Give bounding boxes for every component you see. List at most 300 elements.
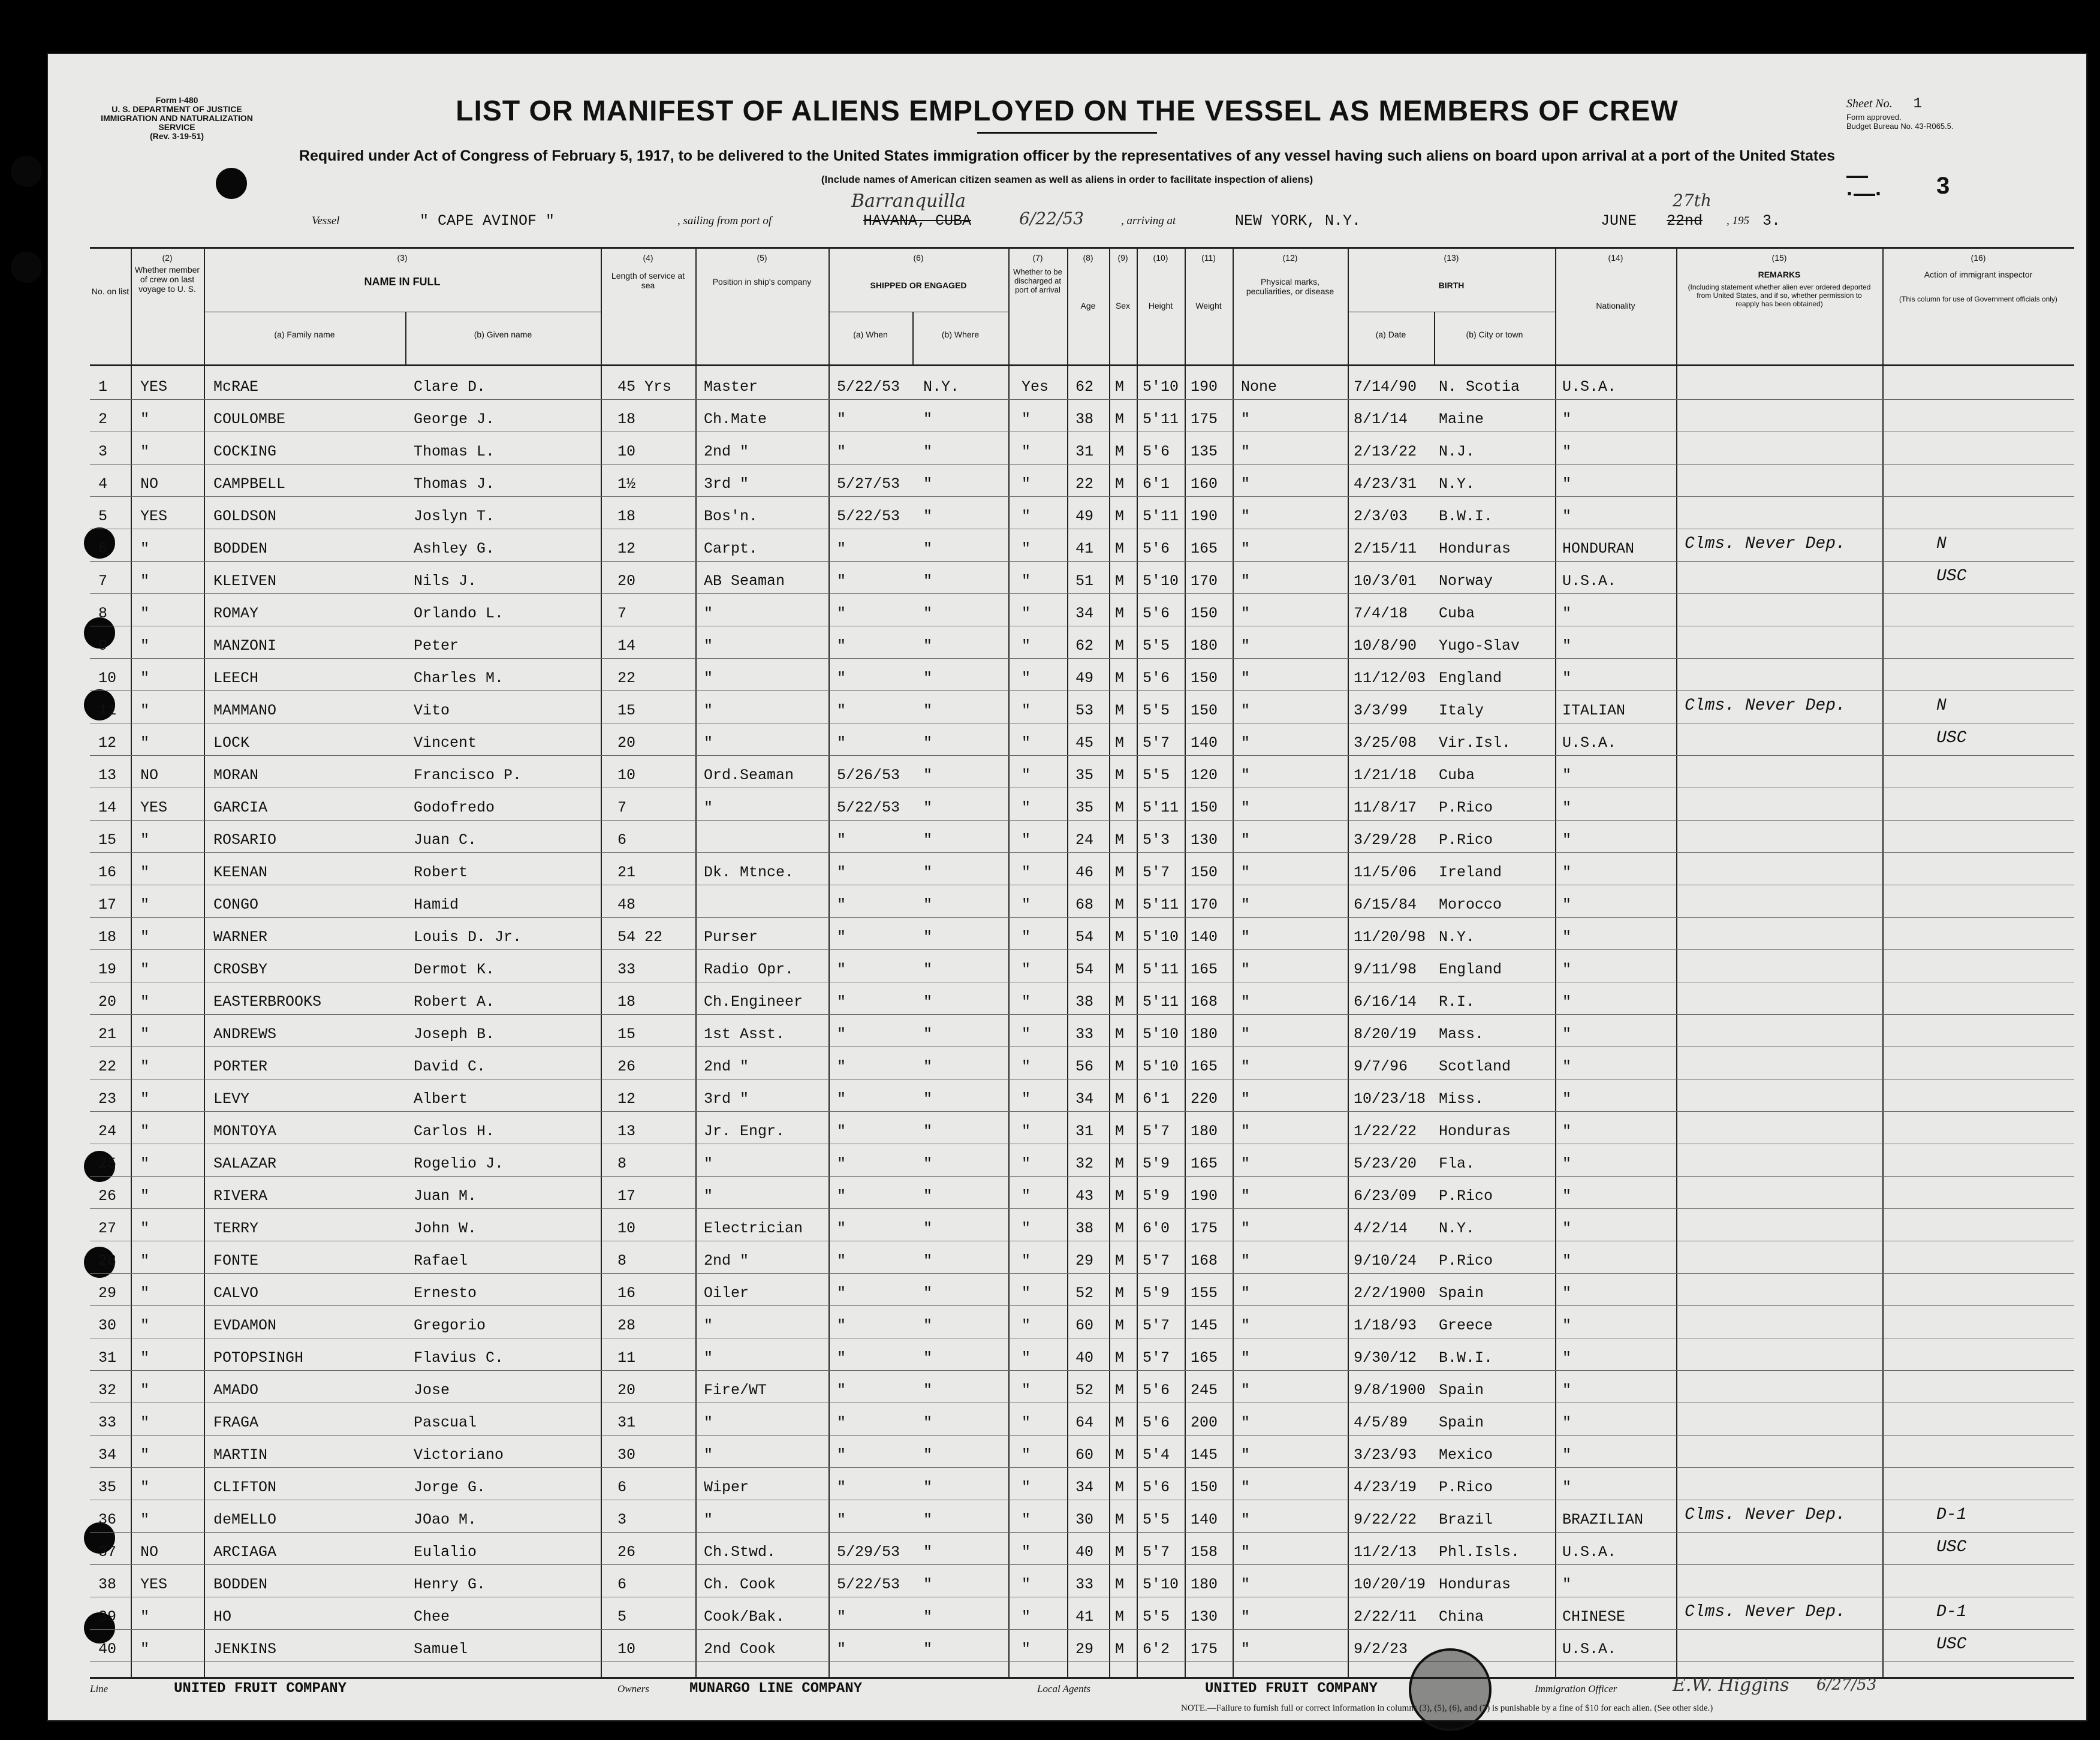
crew-table [90,247,2074,1697]
cell-discharged: " [1022,1446,1031,1464]
col-rule [1233,247,1234,1678]
cell-position: Ch.Stwd. [704,1543,776,1561]
cell-given-name: George J. [414,411,495,428]
cell-height: 5'10 [1143,1026,1179,1043]
cell-weight: 180 [1191,1576,1218,1593]
cell-birth-city: Ireland [1439,864,1502,881]
cell-age: 54 [1075,961,1094,978]
cell-discharged: " [1022,1026,1031,1043]
cell-physical-marks: " [1241,896,1251,913]
cell-shipped-when: 5/29/53 [837,1543,900,1561]
cell-age: 68 [1075,896,1094,913]
cell-service-length: 8 [617,1252,627,1269]
cell-weight: 130 [1191,1608,1218,1626]
cell-discharged: " [1022,605,1031,622]
cell-discharged: " [1022,961,1031,978]
cell-birth-city: N.Y. [1439,475,1475,493]
cell-family-name: FONTE [213,1252,259,1269]
cell-given-name: Victoriano [414,1446,504,1464]
cell-birth-city: Mass. [1439,1026,1484,1043]
cell-row-number: 18 [98,928,117,946]
cell-birth-date: 4/5/89 [1354,1414,1408,1431]
cell-last-voyage: " [140,896,150,913]
cell-service-length: 7 [617,799,627,816]
cell-discharged: " [1022,799,1031,816]
cell-weight: 170 [1191,896,1218,913]
col-13-number: (13) [1444,253,1459,263]
cell-weight: 200 [1191,1414,1218,1431]
cell-service-length: 26 [617,1543,636,1561]
cell-physical-marks: " [1241,1090,1251,1108]
row-rule [90,1435,2074,1436]
cell-position: Jr. Engr. [704,1123,785,1140]
cell-shipped-when: " [837,1641,846,1658]
cell-nationality: CHINESE [1562,1608,1626,1626]
cell-remarks: Clms. Never Dep. [1685,1603,1846,1621]
cell-weight: 150 [1191,864,1218,881]
cell-physical-marks: " [1241,1576,1251,1593]
cell-inspector-action: USC [1936,1635,1967,1654]
cell-age: 33 [1075,1576,1094,1593]
cell-family-name: ROSARIO [213,831,277,849]
cell-shipped-when: " [837,1608,846,1626]
cell-last-voyage: NO [140,475,159,493]
cell-shipped-where: " [923,1446,933,1464]
sheet-number-label: Sheet No. [1846,97,1893,110]
cell-remarks: Clms. Never Dep. [1685,535,1846,553]
cell-physical-marks: " [1241,1414,1251,1431]
cell-given-name: Robert A. [414,993,495,1011]
cell-sex: M [1115,1479,1125,1496]
cell-family-name: AMADO [213,1382,259,1399]
cell-nationality: U.S.A. [1562,1641,1617,1658]
cell-position: 2nd " [704,443,749,460]
immigration-officer-label: Immigration Officer [1535,1683,1617,1694]
col-rule [1676,247,1677,1678]
cell-sex: M [1115,670,1125,687]
cell-weight: 180 [1191,1026,1218,1043]
cell-birth-city: Spain [1439,1382,1484,1399]
cell-weight: 150 [1191,702,1218,719]
cell-last-voyage: NO [140,1543,159,1561]
cell-position: Bos'n. [704,508,758,525]
cell-family-name: KLEIVEN [213,572,277,590]
cell-weight: 158 [1191,1543,1218,1561]
cell-shipped-where: " [923,734,933,752]
cell-physical-marks: " [1241,1252,1251,1269]
arrival-year: 3. [1762,212,1781,230]
cell-shipped-where: " [923,1641,933,1658]
row-rule [90,1629,2074,1630]
cell-last-voyage: " [140,831,150,849]
cell-given-name: Juan M. [414,1187,477,1205]
col-name-header: NAME IN FULL [364,276,441,288]
cell-given-name: Clare D. [414,378,486,396]
cell-row-number: 11 [98,702,117,719]
cell-shipped-where: " [923,1317,933,1334]
cell-given-name: Pascual [414,1414,477,1431]
col-8-number: (8) [1083,253,1093,263]
cell-height: 5'10 [1143,572,1179,590]
cell-discharged: " [1022,734,1031,752]
cell-physical-marks: " [1241,572,1251,590]
col-nationality-header: Nationality [1596,301,1635,310]
cell-birth-date: 6/15/84 [1354,896,1417,913]
cell-height: 5'10 [1143,928,1179,946]
cell-nationality: " [1562,411,1572,428]
cell-family-name: BODDEN [213,540,268,557]
cell-sex: M [1115,1187,1125,1205]
cell-family-name: KEENAN [213,864,268,881]
line-value: UNITED FRUIT COMPANY [174,1681,347,1697]
cell-height: 5'9 [1143,1187,1170,1205]
cell-shipped-where: " [923,1090,933,1108]
cell-last-voyage: " [140,1123,150,1140]
cell-last-voyage: " [140,928,150,946]
cell-position: " [704,637,713,655]
cell-shipped-when: " [837,831,846,849]
row-rule [90,1661,2074,1662]
cell-inspector-action: USC [1936,567,1967,586]
cell-service-length: 6 [617,1479,627,1496]
cell-sex: M [1115,1382,1125,1399]
cell-family-name: MAMMANO [213,702,277,719]
cell-given-name: Samuel [414,1641,468,1658]
cell-physical-marks: " [1241,670,1251,687]
cell-service-length: 5 [617,1608,627,1626]
cell-height: 5'10 [1143,378,1179,396]
cell-family-name: LOCK [213,734,250,752]
cell-shipped-when: " [837,443,846,460]
cell-height: 6'0 [1143,1220,1170,1237]
cell-birth-city: Cuba [1439,605,1475,622]
cell-service-length: 15 [617,1026,636,1043]
cell-position: Wiper [704,1479,749,1496]
cell-birth-city: R.I. [1439,993,1475,1011]
cell-shipped-when: " [837,1511,846,1528]
cell-age: 38 [1075,411,1094,428]
cell-nationality: " [1562,1026,1572,1043]
cell-given-name: Nils J. [414,572,477,590]
cell-given-name: Ernesto [414,1284,477,1302]
cell-sex: M [1115,572,1125,590]
cell-service-length: 10 [617,767,636,784]
cell-position: " [704,670,713,687]
cell-nationality: " [1562,1220,1572,1237]
form-service: IMMIGRATION AND NATURALIZATION SERVICE [101,113,253,132]
cell-row-number: 25 [98,1155,117,1172]
cell-nationality: " [1562,1576,1572,1593]
table-top-rule [90,247,2074,249]
cell-discharged: " [1022,864,1031,881]
cell-nationality: U.S.A. [1562,1543,1617,1561]
cell-age: 52 [1075,1382,1094,1399]
cell-last-voyage: " [140,411,150,428]
col-last-voyage-header: Whether member of crew on last voyage to U. S. [134,265,200,294]
cell-nationality: " [1562,443,1572,460]
cell-service-length: 18 [617,993,636,1011]
cell-discharged: " [1022,1641,1031,1658]
col-given-name-header: (b) Given name [474,330,532,339]
cell-last-voyage: " [140,1090,150,1108]
cell-inspector-action: N [1936,696,1947,715]
cell-service-length: 6 [617,1576,627,1593]
cell-remarks: Clms. Never Dep. [1685,696,1846,715]
cell-weight: 168 [1191,993,1218,1011]
cell-birth-city: England [1439,961,1502,978]
form-subtitle: Required under Act of Congress of February 5, 1917, to be delivered to the United States immigration officer by the representatives of any vessel having such aliens on board upon arrival at a port of the United States [299,147,1836,164]
footer [90,1675,2074,1721]
cell-age: 52 [1075,1284,1094,1302]
cell-family-name: COCKING [213,443,277,460]
cell-remarks: Clms. Never Dep. [1685,1506,1846,1524]
departure-date-handwritten: 6/22/53 [1019,209,1084,228]
cell-shipped-when: 5/22/53 [837,508,900,525]
col-rule [1137,247,1138,1678]
col-age-header: Age [1080,301,1096,310]
cell-family-name: McRAE [213,378,259,396]
cell-weight: 220 [1191,1090,1218,1108]
cell-shipped-when: " [837,1317,846,1334]
cell-birth-city: N.Y. [1439,1220,1475,1237]
cell-birth-city: Maine [1439,411,1484,428]
col-9-number: (9) [1117,253,1128,263]
col-10-number: (10) [1153,253,1168,263]
cell-position: Cook/Bak. [704,1608,785,1626]
header-bottom-rule [90,364,2074,366]
cell-row-number: 22 [98,1058,117,1075]
form-note: (Include names of American citizen seamen as well as aliens in order to facilitate inspection of aliens) [821,174,1313,185]
cell-position: " [704,1187,713,1205]
col-12-number: (12) [1282,253,1298,263]
cell-age: 34 [1075,605,1094,622]
cell-physical-marks: " [1241,831,1251,849]
cell-discharged: " [1022,1058,1031,1075]
cell-weight: 168 [1191,1252,1218,1269]
cell-service-length: 18 [617,411,636,428]
cell-sex: M [1115,1123,1125,1140]
cell-sex: M [1115,508,1125,525]
cell-family-name: MARTIN [213,1446,268,1464]
cell-sex: M [1115,993,1125,1011]
cell-physical-marks: " [1241,961,1251,978]
cell-shipped-when: 5/27/53 [837,475,900,493]
cell-given-name: Louis D. Jr. [414,928,522,946]
cell-height: 5'4 [1143,1446,1170,1464]
cell-weight: 145 [1191,1446,1218,1464]
cell-birth-date: 6/16/14 [1354,993,1417,1011]
cell-position: " [704,1414,713,1431]
cell-shipped-where: " [923,767,933,784]
cell-position: Ch. Cook [704,1576,776,1593]
cell-inspector-action: D-1 [1936,1506,1967,1524]
cell-shipped-when: " [837,734,846,752]
cell-given-name: Robert [414,864,468,881]
immigration-officer-signature: E.W. Higgins [1673,1675,1789,1696]
cell-shipped-when: " [837,1479,846,1496]
cell-weight: 150 [1191,670,1218,687]
cell-row-number: 29 [98,1284,117,1302]
vessel-label: Vessel [312,215,340,227]
cell-height: 5'7 [1143,1543,1170,1561]
cell-row-number: 39 [98,1608,117,1626]
cell-birth-date: 2/3/03 [1354,508,1408,525]
cell-nationality: " [1562,1446,1572,1464]
cell-given-name: Joseph B. [414,1026,495,1043]
cell-shipped-where: " [923,475,933,493]
cell-given-name: Henry G. [414,1576,486,1593]
cell-shipped-when: " [837,1446,846,1464]
cell-position: Oiler [704,1284,749,1302]
title-underline [977,132,1157,134]
cell-height: 5'11 [1143,799,1179,816]
cell-service-length: 10 [617,443,636,460]
cell-height: 5'10 [1143,1576,1179,1593]
cell-birth-date: 9/7/96 [1354,1058,1408,1075]
cell-sex: M [1115,1058,1125,1075]
cell-weight: 155 [1191,1284,1218,1302]
cell-given-name: Orlando L. [414,605,504,622]
row-rule [90,820,2074,821]
cell-sex: M [1115,734,1125,752]
cell-family-name: CLIFTON [213,1479,277,1496]
footer-note: NOTE.—Failure to furnish full or correct information in columns (3), (5), (6), and (7) is punishable by a fine of $10 for each alien. (See other side.) [1181,1703,1713,1713]
col-birth-date-header: (a) Date [1375,330,1406,339]
cell-shipped-when: 5/22/53 [837,799,900,816]
cell-row-number: 7 [98,572,108,590]
cell-birth-date: 11/5/06 [1354,864,1417,881]
cell-sex: M [1115,475,1125,493]
cell-birth-date: 9/8/1900 [1354,1382,1426,1399]
col-rule [828,247,830,1678]
cell-height: 5'5 [1143,702,1170,719]
cell-physical-marks: " [1241,1479,1251,1496]
cell-shipped-when: " [837,961,846,978]
cell-birth-date: 3/25/08 [1354,734,1417,752]
cell-given-name: Peter [414,637,459,655]
cell-birth-date: 10/20/19 [1354,1576,1426,1593]
cell-birth-date: 4/2/14 [1354,1220,1408,1237]
cell-age: 24 [1075,831,1094,849]
cell-age: 32 [1075,1155,1094,1172]
cell-row-number: 40 [98,1641,117,1658]
cell-sex: M [1115,378,1125,396]
col-sex-header: Sex [1115,301,1131,310]
cell-service-length: 17 [617,1187,636,1205]
cell-physical-marks: " [1241,443,1251,460]
cell-position: 3rd " [704,1090,749,1108]
col-rule [204,247,205,1678]
port-of-departure-handwritten: Barranquilla [851,191,966,212]
cell-row-number: 8 [98,605,108,622]
cell-birth-city: Phl.Isls. [1439,1543,1520,1561]
cell-service-length: 15 [617,702,636,719]
cell-sex: M [1115,605,1125,622]
cell-sex: M [1115,1511,1125,1528]
cell-nationality: " [1562,864,1572,881]
cell-weight: 160 [1191,475,1218,493]
col-rule [601,247,602,1678]
cell-sex: M [1115,1252,1125,1269]
row-rule [90,1208,2074,1209]
cell-inspector-action: D-1 [1936,1603,1967,1621]
cell-row-number: 28 [98,1252,117,1269]
cell-position: " [704,734,713,752]
cell-nationality: " [1562,799,1572,816]
cell-weight: 175 [1191,1220,1218,1237]
cell-row-number: 26 [98,1187,117,1205]
cell-weight: 190 [1191,1187,1218,1205]
cell-sex: M [1115,928,1125,946]
cell-height: 5'6 [1143,540,1170,557]
cell-last-voyage: " [140,1220,150,1237]
cell-last-voyage: " [140,1284,150,1302]
cell-row-number: 17 [98,896,117,913]
cell-physical-marks: " [1241,1284,1251,1302]
cell-row-number: 15 [98,831,117,849]
cell-sex: M [1115,1349,1125,1367]
cell-physical-marks: " [1241,605,1251,622]
cell-service-length: 54 22 [617,928,663,946]
cell-birth-city: N.Y. [1439,928,1475,946]
cell-last-voyage: " [140,1414,150,1431]
cell-shipped-when: " [837,540,846,557]
cell-last-voyage: " [140,1641,150,1658]
cell-height: 6'1 [1143,1090,1170,1108]
cell-given-name: Juan C. [414,831,477,849]
cell-last-voyage: " [140,734,150,752]
cell-family-name: GOLDSON [213,508,277,525]
cell-physical-marks: " [1241,928,1251,946]
cell-discharged: " [1022,1414,1031,1431]
cell-discharged: " [1022,1511,1031,1528]
cell-weight: 175 [1191,411,1218,428]
cell-nationality: " [1562,1479,1572,1496]
col-rule [1348,247,1349,1678]
cell-nationality: " [1562,767,1572,784]
cell-position: 3rd " [704,475,749,493]
cell-position: Ord.Seaman [704,767,794,784]
cell-position: AB Seaman [704,572,785,590]
form-approval [1846,113,2074,131]
cell-birth-city: Italy [1439,702,1484,719]
cell-birth-city: Cuba [1439,767,1475,784]
form-id: Form I-480 [155,95,198,105]
cell-service-length: 28 [617,1317,636,1334]
cell-discharged: " [1022,1543,1031,1561]
cell-birth-city: Scotland [1439,1058,1511,1075]
cell-nationality: " [1562,475,1572,493]
cell-physical-marks: " [1241,1026,1251,1043]
cell-sex: M [1115,961,1125,978]
cell-shipped-when: " [837,896,846,913]
cell-shipped-when: " [837,864,846,881]
cell-discharged: " [1022,1349,1031,1367]
cell-position: " [704,1446,713,1464]
form-revision: (Rev. 3-19-51) [149,131,204,141]
cell-height: 5'11 [1143,961,1179,978]
cell-nationality: " [1562,993,1572,1011]
cell-family-name: EVDAMON [213,1317,277,1334]
cell-nationality: " [1562,1317,1572,1334]
cell-inspector-action: N [1936,535,1947,553]
cell-birth-date: 7/4/18 [1354,605,1408,622]
cell-given-name: Vito [414,702,450,719]
cell-shipped-when: " [837,1284,846,1302]
cell-discharged: " [1022,1155,1031,1172]
line-label: Line [90,1683,109,1694]
cell-weight: 175 [1191,1641,1218,1658]
